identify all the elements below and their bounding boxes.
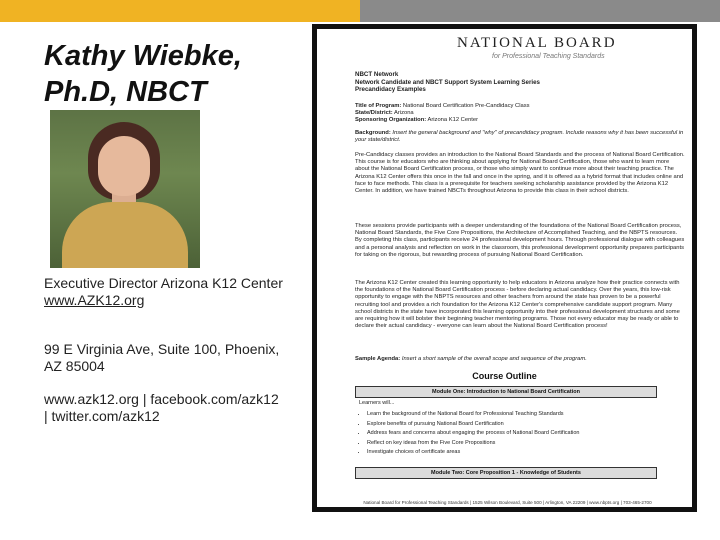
module-one-header: Module One: Introduction to National Board Certification bbox=[355, 386, 657, 398]
module-two-header: Module Two: Core Proposition 1 - Knowledge of Students bbox=[355, 467, 657, 479]
background-label: Background: bbox=[355, 130, 391, 136]
document-page bbox=[312, 24, 697, 512]
list-item: • Address fears and concerns about engaging the process of National Board Certification bbox=[367, 429, 667, 439]
sample-agenda bbox=[355, 356, 685, 363]
doc-header bbox=[355, 71, 655, 94]
photo-body bbox=[62, 202, 188, 268]
learning-objectives-list bbox=[355, 410, 667, 458]
sample-label: Sample Agenda: bbox=[355, 356, 401, 362]
sample-prompt: Insert a short sample of the overall scope and sequence of the program. bbox=[401, 356, 587, 362]
photo-face bbox=[98, 136, 150, 196]
program-state-label: State/District: bbox=[355, 110, 393, 117]
list-item: • Investigate choices of certificate areas bbox=[367, 448, 667, 458]
logo-subtitle: for Professional Teaching Standards bbox=[492, 53, 605, 60]
program-title-value: National Board Certification Pre-Candidacy Class bbox=[402, 103, 530, 109]
course-outline-title: Course Outline bbox=[472, 371, 537, 381]
program-org-label: Sponsoring Organization: bbox=[355, 117, 427, 124]
background-section bbox=[355, 130, 685, 144]
program-state-value: Arizona bbox=[394, 110, 414, 117]
presenter-name: Kathy Wiebke, Ph.D, NBCT bbox=[44, 40, 242, 108]
program-org-value: Arizona K12 Center bbox=[427, 117, 479, 124]
paragraph-3: The Arizona K12 Center created this learning opportunity to help educators in Arizona analyze how their practice connects with the foundations of the National Board Certification process - before declaring actual candidacy. Over the years, this low-risk opportunity to engage with the NBPTS resources and other teachers from around the state has proven to be a powerful recruiting tool and provides a rich foundation for the Arizona K12 Center's comprehensive candidate support program. Many school districts in the state have incorporated this learning opportunity into their professional development structures and some are requiring how it will bolster their beginning teacher mentoring programs. Those not every educator may be ready or able to declare their actual candidacy - everyone can learn about the National Board Certification process! bbox=[355, 280, 680, 330]
top-accent-bar-gray bbox=[360, 0, 720, 22]
learners-label: Learners will... bbox=[359, 400, 395, 406]
bio-title-block bbox=[44, 275, 284, 308]
doc-footer: National Board for Professional Teaching Standards | 1525 Wilson Boulevard, Suite 500 | Arlington, VA 22209 | www.nbpts.org | 703-465-2700 bbox=[363, 500, 652, 505]
bio-address: 99 E Virginia Ave, Suite 100, Phoenix, AZ 85004 bbox=[44, 341, 280, 374]
portrait-photo bbox=[50, 110, 200, 268]
program-title-label: Title of Program: bbox=[355, 103, 402, 109]
doc-header-line: NBCT Network bbox=[355, 71, 399, 78]
paragraph-1: Pre-Candidacy classes provides an introduction to the National Board Standards and the process of National Board Certification. This course is for educators who are thinking about applying for National Board Certification, those who want to learn more about the National Board Certification process, or those who simply want to continue more about their teaching practice. The Arizona K12 Center offers this once in the fall and once in the spring, and it is offered as a hybrid format that includes online and face to face methods. This class is a prerequisite for teachers seeking scholarship assistance provided by the Arizona K12 Center. In addition, we have trained NBCTs throughout Arizona to provide this class in their school districts. bbox=[355, 152, 685, 195]
top-accent-bar-gold bbox=[0, 0, 360, 22]
doc-header-line: Network Candidate and NBCT Support System Learning Series bbox=[355, 78, 540, 86]
doc-header-line: Precandidacy Examples bbox=[355, 86, 426, 94]
bio-social: www.azk12.org | facebook.com/azk12 | twitter.com/azk12 bbox=[44, 391, 279, 424]
list-item: • Explore benefits of pursuing National Board Certification bbox=[367, 420, 667, 430]
list-item: • Reflect on key ideas from the Five Core Propositions bbox=[367, 439, 667, 449]
program-info bbox=[355, 103, 685, 125]
national-board-logo: NATIONAL BOARD bbox=[457, 35, 617, 51]
list-item: • Learn the background of the National Board for Professional Teaching Standards bbox=[367, 410, 667, 420]
bio-title: Executive Director Arizona K12 Center bbox=[44, 275, 283, 291]
website-link[interactable]: www.AZK12.org bbox=[44, 291, 145, 308]
paragraph-2: These sessions provide participants with a deeper understanding of the foundations of the National Board Certification process, National Board Standards, the Five Core Propositions, the Architecture of Accomplished Teaching, and the NBPTS resources. By completing this class, participants receive 24 professional development hours. Through professional dialogue with colleagues and a personal analysis and reflection on work in the classroom, this professional development opportunity prepares participants for taking on the rigorous, but rewarding process of pursuing National Board Certification. bbox=[355, 223, 685, 258]
background-prompt: Insert the general background and "why" of precandidacy program. Include reasons why it has been successful in your state/district. bbox=[355, 130, 684, 144]
